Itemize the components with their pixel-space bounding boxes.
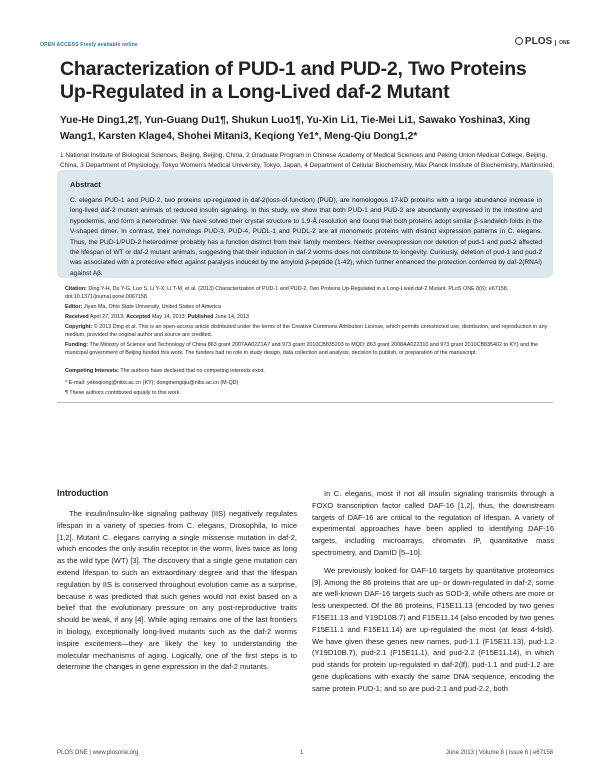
journal-name: ONE (555, 40, 570, 46)
competing-interests: Competing Interests: The authors have declared that no competing interests exist. (65, 368, 265, 374)
abstract-text: C. elegans PUD-1 and PUD-2, two proteins up-regulated in daf-2(loss-of-function) (PUD), are homologous 17-kD proteins with a large abundance increase in long-lived daf-2 mutant animals of reduced insulin signaling. In this study, we show that both PUD-1 and PUD-2 are abundantly expressed in the intestine and hypodermis, and form a heterodimer. We have solved their crystal structure to 1.9-Å resolution and found that both proteins adopt similar β-sandwich folds in the V-shaped dimer. In contrast, their homologs PUD-3, PUD-4, PUDL-1 and PUDL-2 are all monomeric proteins with distinct expression patterns in C. elegans. Thus, the PUD-1/PUD-2 heterodimer probably has a function distinct from their family members. Neither overexpression nor deletion of pud-1 and pud-2 affected the lifespan of WT or daf-2 mutant animals, suggesting that their induction in daf-2 worms does not contribute to longevity. Curiously, deletion of pud-1 and pud-2 was associated with a protective effect against paralysis induced by the amyloid β-peptide (1-42), which further enhanced the protection conferred by daf-2(RNAi) against Aβ. (70, 197, 542, 277)
article-title: Characterization of PUD-1 and PUD-2, Two Proteins Up-Regulated in a Long-Lived daf-2 Mutant (60, 58, 527, 103)
page-footer (57, 750, 553, 756)
author-list: Yue-He Ding1,2¶, Yun-Guang Du1¶, Shukun Luo1¶, Yu-Xin Li1, Tie-Mei Li1, Sawako Yoshina3, Xing Wang1, Karsten Klage4, Shohei Mitani3, Keqiong Ye1*, Meng-Qiu Dong1,2* (60, 115, 531, 142)
affiliations: 1 National Institute of Biological Sciences, Beijing, Beijing, China, 2 Graduate Program in Chinese Academy of Medical Sciences and Peking Union Medical College, Beijing, China, 3 Department of Physiology, Tokyo Women's Medical University, Tokyo, Japan, 4 Department of Cellular Biochemistry, Max Planck Institute of Biochemistry, Martinsried, (60, 152, 555, 169)
dates: Received April 27, 2013; Accepted May 14, 2013; Published June 14, 2013 (65, 314, 250, 320)
editor: Editor: Jiyan Ma, Ohio State University, United States of America (65, 304, 221, 310)
paragraph: In C. elegans, most if not all insulin signaling transmits through a FOXO transcription factor called DAF-16 [1,2], thus, the downstream targets of DAF-16 are critical to the regulation of lifespan. A variety of experimental approaches have been applied to identifying DAF-16 targets, including microarrays, chromatin IP, quantitative mass spectrometry, and DamID [5–10]. (312, 489, 554, 557)
page-number: 1 (300, 750, 304, 756)
abstract-heading: Abstract (70, 180, 101, 189)
equal-contribution-note: ¶ These authors contributed equally to this work. (65, 390, 181, 396)
introduction-heading: Introduction (57, 488, 109, 498)
email: * E-mail: yekeqiong@nibs.ac.cn (KY); dongmengqiu@nibs.ac.cn (M-QD) (65, 380, 239, 386)
open-access-banner: OPEN ACCESS Freely available online (40, 42, 138, 48)
footer-journal: PLOS ONE | www.plosone.org (57, 750, 139, 756)
funding: Funding: The Ministry of Science and Technology of China 863 grant 2007AA02Z1A7 and 973 grant 2010CB835203 to MQD; 863 grant 2008AA022310 and 973 grant 2010CB835402 to KY) and the municipal government of Beijing funded this work. The funders had no role in study design, data collection and analysis, decision to publish, or preparation of the manuscript. (65, 342, 539, 356)
footer-issue: June 2013 | Volume 8 | Issue 6 | e67158 (445, 750, 553, 756)
divider (57, 402, 553, 403)
plos-one-logo (515, 36, 570, 47)
plos-brand: PLOS (524, 36, 553, 47)
paragraph: The insulin/insulin-like signaling pathway (IIS) negatively regulates lifespan in a variety of species from C. elegans, Drosophila, to mice [1,2]. Mutant C. elegans carrying a single missense mutation in daf-2, which encodes the only insulin receptor in the worm, lives twice as long as the wild type (WT) [3]. The discovery that a single gene mutation can extend lifespan to such an extraordinary degree and that the lifespan regulation by IIS is conserved throughout evolution came as a surprise, because it was predicted that such genes would not exist based on a belief that the evolutionary pressure on any post-reproductive traits should be weak, if any [4]. While aging remains one of the last frontiers in biology, exceptionally long-lived mutants such as the daf-2 worms inspire excitement—they are likely the key to understanding the molecular mechanisms of aging. Logically, one of the first steps is to determine the changes in gene expression in the daf-2 mutants. (57, 509, 297, 672)
paragraph: We previously looked for DAF-16 targets by quantitative proteomics [9]. Among the 86 proteins that are up- or down-regulated in daf-2, some are well-known DAF-16 targets such as SOD-3, while others are more or less unexpected. Of the 86 proteins, F15E11.13 (encoded by two genes F15E11.13 and Y19D10B.7) and F15E11.14 (also encoded by two genes F15E11.1 and F15E11.14) are up-regulated the most (at least 4-fold). We have given these genes new names, pud-1.1 (F15E11.13), pud-1.2 (Y19D10B.7), pud-2.1 (F15E11.1), and pud-2.2 (F15E11.14), in which pud stands for protein up-regulated in daf-2(lf). pud-1.1 and pud-1.2 are gene duplications with exactly the same DNA sequence, encoding the same protein PUD-1; and so are pud-2.1 and pud-2.2, both (312, 565, 554, 693)
plos-logo-icon (515, 37, 523, 45)
citation: Citation: Ding Y-H, Du Y-G, Luo S, Li Y-X, Li T-M, et al. (2013) Characterization of PUD-1 and PUD-2, Two Proteins Up-Regulated in a Long-Lived daf-2 Mutant. PLoS ONE 8(6): e67158. doi:10.1371/journal.pone.0067158 (65, 286, 509, 300)
introduction-right-column (312, 488, 554, 695)
copyright: Copyright: © 2013 Ding et al. This is an open-access article distributed under the terms of the Creative Commons Attribution License, which permits unrestricted use, distribution, and reproduction in any medium, provided the original author and source are credited. (65, 324, 548, 338)
introduction-left-column (57, 508, 297, 673)
